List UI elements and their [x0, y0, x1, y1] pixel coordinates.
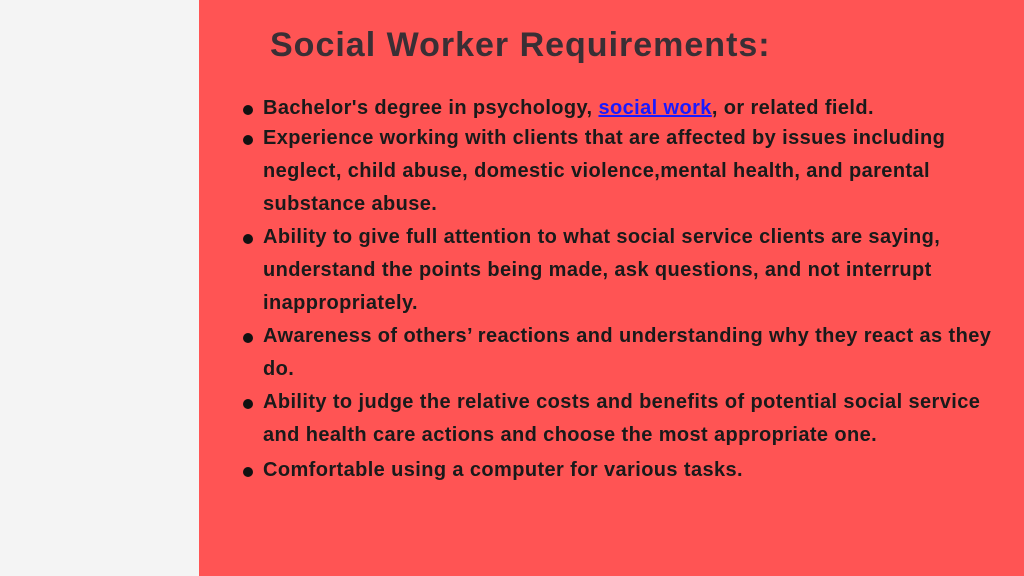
bullet-text: , or related field.	[711, 97, 874, 119]
bullet-dot-icon	[243, 105, 253, 115]
bullet-text: Ability to judge the relative costs and benefits of potential social service and health care actions and choose the most appropriate one.	[263, 391, 981, 446]
slide-title: Social Worker Requirements:	[270, 26, 771, 64]
bullet-text: Ability to give full attention to what social service clients are saying, understand the points being made, ask questions, and not interrupt inappropriately.	[263, 226, 941, 314]
list-item	[243, 221, 1003, 320]
bullet-text: Bachelor's degree in psychology,	[263, 97, 599, 119]
bullet-dot-icon	[243, 135, 253, 145]
bullet-dot-icon	[243, 399, 253, 409]
social-work-link[interactable]: social work	[598, 97, 712, 119]
left-margin-panel	[0, 0, 199, 576]
bullet-dot-icon	[243, 333, 253, 343]
requirements-list	[243, 92, 1003, 487]
list-item	[243, 386, 1003, 452]
bullet-text: Comfortable using a computer for various tasks.	[263, 459, 744, 481]
list-item	[243, 122, 1003, 221]
list-item	[243, 454, 1003, 487]
bullet-text: Awareness of others’ reactions and understanding why they react as they do.	[263, 325, 992, 380]
bullet-text: Experience working with clients that are affected by issues including neglect, child abuse, domestic violence,mental health, and parental substance abuse.	[263, 127, 946, 215]
bullet-dot-icon	[243, 467, 253, 477]
bullet-dot-icon	[243, 234, 253, 244]
list-item	[243, 92, 1003, 125]
list-item	[243, 320, 1003, 386]
